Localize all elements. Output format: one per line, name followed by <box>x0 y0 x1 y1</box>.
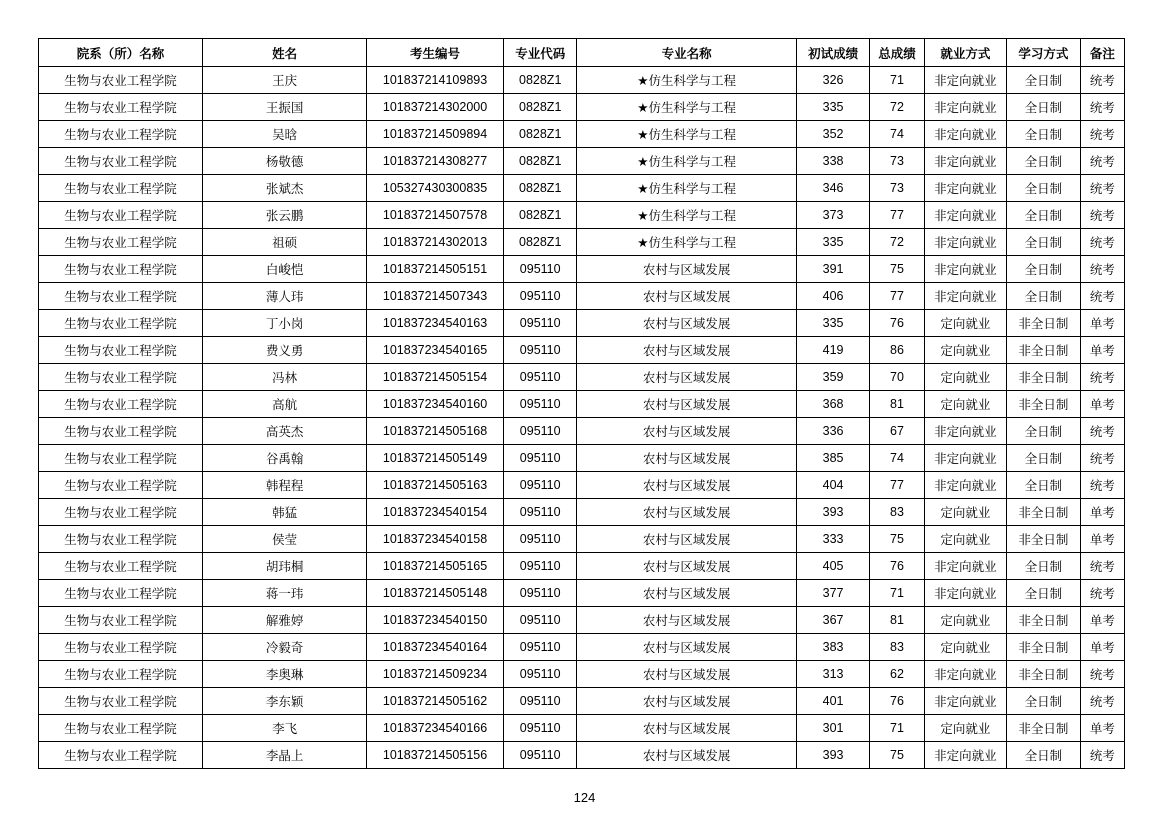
cell-study-mode: 全日制 <box>1007 202 1080 229</box>
cell-remarks: 单考 <box>1080 310 1124 337</box>
table-row <box>39 607 1125 634</box>
cell-major-name: 农村与区域发展 <box>577 499 796 526</box>
table-row <box>39 580 1125 607</box>
table-row <box>39 391 1125 418</box>
cell-department: 生物与农业工程学院 <box>39 418 203 445</box>
cell-initial-score: 359 <box>796 364 869 391</box>
cell-employment-type: 定向就业 <box>924 526 1007 553</box>
cell-employment-type: 非定向就业 <box>924 472 1007 499</box>
cell-initial-score: 333 <box>796 526 869 553</box>
cell-department: 生物与农业工程学院 <box>39 553 203 580</box>
cell-major-name: ★仿生科学与工程 <box>577 202 796 229</box>
cell-major-name: 农村与区域发展 <box>577 391 796 418</box>
cell-employment-type: 非定向就业 <box>924 742 1007 769</box>
cell-major-name: ★仿生科学与工程 <box>577 175 796 202</box>
cell-name: 李飞 <box>203 715 367 742</box>
header-total-score: 总成绩 <box>870 39 924 67</box>
cell-remarks: 统考 <box>1080 364 1124 391</box>
cell-study-mode: 全日制 <box>1007 445 1080 472</box>
table-row <box>39 121 1125 148</box>
cell-department: 生物与农业工程学院 <box>39 148 203 175</box>
cell-employment-type: 非定向就业 <box>924 67 1007 94</box>
cell-name: 丁小岗 <box>203 310 367 337</box>
cell-candidate-id: 101837214302000 <box>367 94 504 121</box>
cell-initial-score: 377 <box>796 580 869 607</box>
table-row <box>39 634 1125 661</box>
cell-major-name: 农村与区域发展 <box>577 553 796 580</box>
cell-major-name: 农村与区域发展 <box>577 337 796 364</box>
cell-initial-score: 368 <box>796 391 869 418</box>
table-row <box>39 418 1125 445</box>
cell-name: 胡玮桐 <box>203 553 367 580</box>
cell-department: 生物与农业工程学院 <box>39 499 203 526</box>
cell-candidate-id: 101837214505148 <box>367 580 504 607</box>
cell-employment-type: 定向就业 <box>924 364 1007 391</box>
cell-major-code: 0828Z1 <box>503 148 576 175</box>
cell-study-mode: 非全日制 <box>1007 526 1080 553</box>
cell-candidate-id: 101837234540150 <box>367 607 504 634</box>
cell-study-mode: 全日制 <box>1007 121 1080 148</box>
cell-major-name: 农村与区域发展 <box>577 256 796 283</box>
cell-major-code: 095110 <box>503 283 576 310</box>
cell-initial-score: 301 <box>796 715 869 742</box>
cell-initial-score: 401 <box>796 688 869 715</box>
cell-major-name: 农村与区域发展 <box>577 526 796 553</box>
cell-study-mode: 非全日制 <box>1007 715 1080 742</box>
cell-name: 冯林 <box>203 364 367 391</box>
cell-name: 薄人玮 <box>203 283 367 310</box>
cell-remarks: 单考 <box>1080 607 1124 634</box>
cell-remarks: 统考 <box>1080 148 1124 175</box>
cell-total-score: 74 <box>870 445 924 472</box>
cell-department: 生物与农业工程学院 <box>39 364 203 391</box>
cell-major-code: 095110 <box>503 499 576 526</box>
cell-initial-score: 335 <box>796 310 869 337</box>
cell-total-score: 76 <box>870 688 924 715</box>
cell-major-name: 农村与区域发展 <box>577 472 796 499</box>
cell-candidate-id: 101837214109893 <box>367 67 504 94</box>
cell-department: 生物与农业工程学院 <box>39 526 203 553</box>
cell-study-mode: 非全日制 <box>1007 337 1080 364</box>
cell-employment-type: 非定向就业 <box>924 418 1007 445</box>
cell-major-name: 农村与区域发展 <box>577 607 796 634</box>
cell-name: 李东颖 <box>203 688 367 715</box>
cell-major-name: 农村与区域发展 <box>577 418 796 445</box>
cell-total-score: 77 <box>870 472 924 499</box>
cell-name: 高英杰 <box>203 418 367 445</box>
cell-employment-type: 定向就业 <box>924 337 1007 364</box>
cell-employment-type: 非定向就业 <box>924 229 1007 256</box>
cell-major-name: 农村与区域发展 <box>577 742 796 769</box>
cell-remarks: 单考 <box>1080 499 1124 526</box>
cell-employment-type: 定向就业 <box>924 499 1007 526</box>
cell-initial-score: 335 <box>796 229 869 256</box>
cell-total-score: 73 <box>870 148 924 175</box>
cell-total-score: 76 <box>870 553 924 580</box>
table-row <box>39 283 1125 310</box>
cell-study-mode: 全日制 <box>1007 256 1080 283</box>
cell-remarks: 单考 <box>1080 634 1124 661</box>
cell-candidate-id: 101837234540163 <box>367 310 504 337</box>
cell-department: 生物与农业工程学院 <box>39 742 203 769</box>
cell-employment-type: 定向就业 <box>924 715 1007 742</box>
cell-major-code: 095110 <box>503 607 576 634</box>
cell-total-score: 72 <box>870 94 924 121</box>
cell-name: 韩程程 <box>203 472 367 499</box>
cell-name: 张斌杰 <box>203 175 367 202</box>
cell-study-mode: 全日制 <box>1007 94 1080 121</box>
cell-employment-type: 非定向就业 <box>924 121 1007 148</box>
cell-initial-score: 335 <box>796 94 869 121</box>
header-major-code: 专业代码 <box>503 39 576 67</box>
cell-candidate-id: 101837234540165 <box>367 337 504 364</box>
cell-remarks: 单考 <box>1080 391 1124 418</box>
cell-employment-type: 非定向就业 <box>924 202 1007 229</box>
cell-total-score: 86 <box>870 337 924 364</box>
cell-candidate-id: 101837234540154 <box>367 499 504 526</box>
table-row <box>39 553 1125 580</box>
cell-major-name: 农村与区域发展 <box>577 310 796 337</box>
cell-major-name: 农村与区域发展 <box>577 688 796 715</box>
cell-remarks: 统考 <box>1080 445 1124 472</box>
cell-study-mode: 非全日制 <box>1007 607 1080 634</box>
cell-total-score: 71 <box>870 715 924 742</box>
cell-major-code: 0828Z1 <box>503 67 576 94</box>
table-row <box>39 202 1125 229</box>
cell-initial-score: 383 <box>796 634 869 661</box>
cell-name: 韩猛 <box>203 499 367 526</box>
cell-remarks: 统考 <box>1080 202 1124 229</box>
cell-major-name: 农村与区域发展 <box>577 661 796 688</box>
cell-department: 生物与农业工程学院 <box>39 229 203 256</box>
cell-major-code: 095110 <box>503 715 576 742</box>
cell-study-mode: 全日制 <box>1007 283 1080 310</box>
cell-initial-score: 346 <box>796 175 869 202</box>
cell-initial-score: 419 <box>796 337 869 364</box>
cell-study-mode: 全日制 <box>1007 148 1080 175</box>
cell-major-code: 095110 <box>503 445 576 472</box>
cell-initial-score: 326 <box>796 67 869 94</box>
cell-study-mode: 全日制 <box>1007 472 1080 499</box>
cell-remarks: 统考 <box>1080 472 1124 499</box>
cell-major-code: 095110 <box>503 337 576 364</box>
cell-major-code: 095110 <box>503 310 576 337</box>
cell-major-code: 0828Z1 <box>503 229 576 256</box>
cell-initial-score: 393 <box>796 499 869 526</box>
cell-candidate-id: 101837214509894 <box>367 121 504 148</box>
cell-department: 生物与农业工程学院 <box>39 580 203 607</box>
cell-candidate-id: 105327430300835 <box>367 175 504 202</box>
cell-study-mode: 全日制 <box>1007 553 1080 580</box>
cell-major-code: 095110 <box>503 472 576 499</box>
admission-table <box>38 38 1125 769</box>
cell-remarks: 统考 <box>1080 283 1124 310</box>
cell-major-code: 0828Z1 <box>503 175 576 202</box>
header-initial-score: 初试成绩 <box>796 39 869 67</box>
table-row <box>39 175 1125 202</box>
table-row <box>39 472 1125 499</box>
table-row <box>39 661 1125 688</box>
cell-department: 生物与农业工程学院 <box>39 94 203 121</box>
cell-employment-type: 非定向就业 <box>924 445 1007 472</box>
cell-remarks: 统考 <box>1080 742 1124 769</box>
cell-major-code: 095110 <box>503 256 576 283</box>
cell-remarks: 单考 <box>1080 715 1124 742</box>
cell-major-code: 095110 <box>503 661 576 688</box>
header-candidate-id: 考生编号 <box>367 39 504 67</box>
cell-candidate-id: 101837214505163 <box>367 472 504 499</box>
cell-initial-score: 336 <box>796 418 869 445</box>
cell-initial-score: 313 <box>796 661 869 688</box>
cell-department: 生物与农业工程学院 <box>39 688 203 715</box>
cell-employment-type: 非定向就业 <box>924 283 1007 310</box>
cell-name: 张云鹏 <box>203 202 367 229</box>
table-row <box>39 688 1125 715</box>
cell-study-mode: 全日制 <box>1007 688 1080 715</box>
cell-name: 王振国 <box>203 94 367 121</box>
cell-initial-score: 391 <box>796 256 869 283</box>
cell-remarks: 统考 <box>1080 661 1124 688</box>
cell-initial-score: 406 <box>796 283 869 310</box>
table-row <box>39 229 1125 256</box>
header-employment-type: 就业方式 <box>924 39 1007 67</box>
cell-remarks: 统考 <box>1080 688 1124 715</box>
cell-name: 侯莹 <box>203 526 367 553</box>
header-department: 院系（所）名称 <box>39 39 203 67</box>
cell-employment-type: 非定向就业 <box>924 661 1007 688</box>
cell-initial-score: 405 <box>796 553 869 580</box>
cell-department: 生物与农业工程学院 <box>39 715 203 742</box>
cell-remarks: 统考 <box>1080 256 1124 283</box>
cell-major-code: 095110 <box>503 688 576 715</box>
cell-study-mode: 非全日制 <box>1007 364 1080 391</box>
cell-major-code: 095110 <box>503 391 576 418</box>
cell-major-code: 095110 <box>503 526 576 553</box>
cell-name: 谷禹翰 <box>203 445 367 472</box>
cell-employment-type: 非定向就业 <box>924 175 1007 202</box>
header-remarks: 备注 <box>1080 39 1124 67</box>
cell-candidate-id: 101837214509234 <box>367 661 504 688</box>
cell-department: 生物与农业工程学院 <box>39 310 203 337</box>
cell-department: 生物与农业工程学院 <box>39 175 203 202</box>
cell-study-mode: 非全日制 <box>1007 499 1080 526</box>
cell-major-name: 农村与区域发展 <box>577 445 796 472</box>
page-number: 124 <box>573 790 596 805</box>
cell-department: 生物与农业工程学院 <box>39 202 203 229</box>
cell-candidate-id: 101837214505156 <box>367 742 504 769</box>
cell-employment-type: 定向就业 <box>924 391 1007 418</box>
cell-candidate-id: 101837214308277 <box>367 148 504 175</box>
cell-candidate-id: 101837234540166 <box>367 715 504 742</box>
cell-study-mode: 非全日制 <box>1007 391 1080 418</box>
cell-total-score: 81 <box>870 607 924 634</box>
cell-name: 李晶上 <box>203 742 367 769</box>
cell-study-mode: 非全日制 <box>1007 310 1080 337</box>
table-row <box>39 445 1125 472</box>
table-row <box>39 499 1125 526</box>
cell-initial-score: 352 <box>796 121 869 148</box>
cell-major-name: 农村与区域发展 <box>577 715 796 742</box>
cell-remarks: 单考 <box>1080 337 1124 364</box>
cell-department: 生物与农业工程学院 <box>39 445 203 472</box>
cell-name: 解雅婷 <box>203 607 367 634</box>
cell-study-mode: 非全日制 <box>1007 661 1080 688</box>
table-row <box>39 148 1125 175</box>
table-row <box>39 715 1125 742</box>
cell-employment-type: 非定向就业 <box>924 94 1007 121</box>
cell-employment-type: 非定向就业 <box>924 688 1007 715</box>
cell-total-score: 81 <box>870 391 924 418</box>
cell-study-mode: 全日制 <box>1007 67 1080 94</box>
cell-department: 生物与农业工程学院 <box>39 256 203 283</box>
cell-employment-type: 非定向就业 <box>924 580 1007 607</box>
table-row <box>39 256 1125 283</box>
cell-department: 生物与农业工程学院 <box>39 283 203 310</box>
cell-major-name: ★仿生科学与工程 <box>577 67 796 94</box>
cell-study-mode: 全日制 <box>1007 742 1080 769</box>
cell-remarks: 统考 <box>1080 67 1124 94</box>
cell-remarks: 统考 <box>1080 229 1124 256</box>
cell-candidate-id: 101837214505165 <box>367 553 504 580</box>
cell-initial-score: 404 <box>796 472 869 499</box>
cell-total-score: 71 <box>870 67 924 94</box>
cell-total-score: 83 <box>870 499 924 526</box>
cell-department: 生物与农业工程学院 <box>39 661 203 688</box>
cell-major-name: 农村与区域发展 <box>577 634 796 661</box>
cell-candidate-id: 101837234540158 <box>367 526 504 553</box>
cell-study-mode: 全日制 <box>1007 229 1080 256</box>
cell-candidate-id: 101837214507343 <box>367 283 504 310</box>
cell-total-score: 77 <box>870 283 924 310</box>
header-study-mode: 学习方式 <box>1007 39 1080 67</box>
cell-name: 祖硕 <box>203 229 367 256</box>
cell-total-score: 71 <box>870 580 924 607</box>
cell-total-score: 72 <box>870 229 924 256</box>
cell-department: 生物与农业工程学院 <box>39 67 203 94</box>
cell-study-mode: 全日制 <box>1007 580 1080 607</box>
cell-employment-type: 定向就业 <box>924 634 1007 661</box>
cell-department: 生物与农业工程学院 <box>39 337 203 364</box>
table-row <box>39 310 1125 337</box>
cell-name: 李奥琳 <box>203 661 367 688</box>
cell-initial-score: 367 <box>796 607 869 634</box>
table-row <box>39 742 1125 769</box>
cell-department: 生物与农业工程学院 <box>39 121 203 148</box>
cell-major-code: 095110 <box>503 580 576 607</box>
cell-major-name: 农村与区域发展 <box>577 283 796 310</box>
cell-major-code: 0828Z1 <box>503 121 576 148</box>
cell-major-code: 0828Z1 <box>503 202 576 229</box>
cell-major-name: ★仿生科学与工程 <box>577 148 796 175</box>
cell-name: 白峻恺 <box>203 256 367 283</box>
cell-candidate-id: 101837214505154 <box>367 364 504 391</box>
cell-candidate-id: 101837214302013 <box>367 229 504 256</box>
cell-major-code: 095110 <box>503 553 576 580</box>
header-name: 姓名 <box>203 39 367 67</box>
cell-total-score: 77 <box>870 202 924 229</box>
cell-candidate-id: 101837234540164 <box>367 634 504 661</box>
cell-name: 吴晗 <box>203 121 367 148</box>
cell-total-score: 67 <box>870 418 924 445</box>
cell-name: 杨敬德 <box>203 148 367 175</box>
cell-name: 蒋一玮 <box>203 580 367 607</box>
cell-major-code: 095110 <box>503 418 576 445</box>
cell-candidate-id: 101837214507578 <box>367 202 504 229</box>
cell-major-name: 农村与区域发展 <box>577 364 796 391</box>
cell-department: 生物与农业工程学院 <box>39 634 203 661</box>
table-row <box>39 364 1125 391</box>
cell-department: 生物与农业工程学院 <box>39 391 203 418</box>
cell-name: 费义勇 <box>203 337 367 364</box>
cell-remarks: 统考 <box>1080 121 1124 148</box>
cell-department: 生物与农业工程学院 <box>39 607 203 634</box>
cell-department: 生物与农业工程学院 <box>39 472 203 499</box>
cell-name: 冷毅奇 <box>203 634 367 661</box>
cell-candidate-id: 101837214505149 <box>367 445 504 472</box>
table-row <box>39 94 1125 121</box>
cell-total-score: 73 <box>870 175 924 202</box>
cell-initial-score: 385 <box>796 445 869 472</box>
cell-study-mode: 非全日制 <box>1007 634 1080 661</box>
header-major-name: 专业名称 <box>577 39 796 67</box>
table-row <box>39 67 1125 94</box>
cell-total-score: 74 <box>870 121 924 148</box>
cell-total-score: 62 <box>870 661 924 688</box>
cell-candidate-id: 101837214505162 <box>367 688 504 715</box>
cell-major-code: 095110 <box>503 742 576 769</box>
cell-major-name: ★仿生科学与工程 <box>577 121 796 148</box>
cell-total-score: 75 <box>870 256 924 283</box>
cell-initial-score: 373 <box>796 202 869 229</box>
cell-remarks: 统考 <box>1080 580 1124 607</box>
cell-total-score: 70 <box>870 364 924 391</box>
cell-employment-type: 非定向就业 <box>924 553 1007 580</box>
cell-remarks: 统考 <box>1080 175 1124 202</box>
cell-remarks: 统考 <box>1080 418 1124 445</box>
table-row <box>39 526 1125 553</box>
cell-study-mode: 全日制 <box>1007 418 1080 445</box>
cell-major-name: ★仿生科学与工程 <box>577 94 796 121</box>
header-row <box>39 39 1125 67</box>
cell-remarks: 统考 <box>1080 553 1124 580</box>
table-row <box>39 337 1125 364</box>
cell-major-code: 0828Z1 <box>503 94 576 121</box>
cell-major-code: 095110 <box>503 634 576 661</box>
cell-remarks: 统考 <box>1080 94 1124 121</box>
cell-candidate-id: 101837214505168 <box>367 418 504 445</box>
cell-total-score: 83 <box>870 634 924 661</box>
cell-major-name: 农村与区域发展 <box>577 580 796 607</box>
cell-employment-type: 定向就业 <box>924 607 1007 634</box>
cell-candidate-id: 101837234540160 <box>367 391 504 418</box>
cell-initial-score: 338 <box>796 148 869 175</box>
cell-candidate-id: 101837214505151 <box>367 256 504 283</box>
cell-study-mode: 全日制 <box>1007 175 1080 202</box>
cell-employment-type: 非定向就业 <box>924 256 1007 283</box>
cell-name: 高航 <box>203 391 367 418</box>
cell-employment-type: 非定向就业 <box>924 148 1007 175</box>
cell-total-score: 76 <box>870 310 924 337</box>
cell-major-code: 095110 <box>503 364 576 391</box>
cell-major-name: ★仿生科学与工程 <box>577 229 796 256</box>
cell-initial-score: 393 <box>796 742 869 769</box>
cell-name: 王庆 <box>203 67 367 94</box>
cell-remarks: 单考 <box>1080 526 1124 553</box>
cell-employment-type: 定向就业 <box>924 310 1007 337</box>
cell-total-score: 75 <box>870 526 924 553</box>
cell-total-score: 75 <box>870 742 924 769</box>
